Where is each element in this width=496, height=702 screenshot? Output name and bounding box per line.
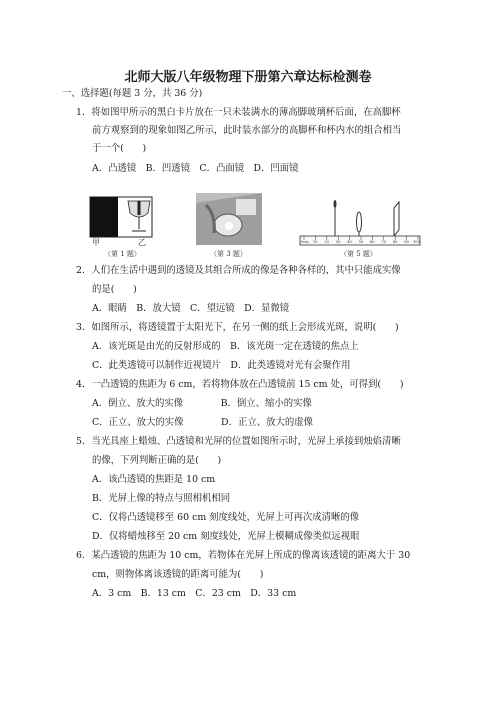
q2-options: A．眼睛 B．放大镜 C．望远镜 D．显微镜 [92,303,290,314]
q4-stem-line-1: 4．一凸透镜的焦距为 6 cm，若将物体放在凸透镜前 15 cm 处，可得到( ) [76,379,404,390]
fig1-label-jia: 甲 [92,238,100,247]
q1-stem-line-1: 1．将如图甲所示的黑白卡片放在一只未装满水的薄高脚玻璃杯后面，在高脚杯 [76,107,401,118]
q6-stem-line-1: 6．某凸透镜的焦距为 10 cm，若物体在光屏上所成的像离该透镜的距离大于 30 [76,550,411,561]
ruler-label: 20 [324,240,329,244]
q2-stem-line-2: 的是( ) [92,284,137,295]
q1-stem-line-3: 于一个( ) [92,143,147,154]
q1-options: A．凸透镜 B．凹透镜 C．凸面镜 D．凹面镜 [92,163,299,174]
q3-option-line-1: A．该光斑是由光的反射形成的 B．该光斑一定在透镜的焦点上 [92,341,359,352]
figure-1 [88,195,158,247]
ruler-label: 50 [358,240,364,244]
q5-stem-line-2: 的像，下列判断正确的是( ) [92,455,222,466]
fig3-caption: （第 3 题） [210,250,247,258]
q3-stem-line-1: 3．如图所示，将透镜置于太阳光下，在另一侧的纸上会形成光斑，说明( ) [76,322,399,333]
ruler-label: 30 [335,240,341,244]
q3-option-line-2: C．此类透镜可以制作近视镜片 D．此类透镜对光有会聚作用 [92,360,351,371]
fig1-label-yi: 乙 [138,238,146,247]
fig5-ruler-labels [300,240,422,246]
q6-stem-line-2: cm，则物体离该透镜的距离可能为( ) [92,569,264,580]
fig1-caption: （第 1 题） [104,250,141,258]
ruler-label: 100 [413,240,420,244]
q1-stem-line-2: 前方观察到的现象如图乙所示，此时装水部分的高脚杯和杯内水的组合相当 [92,125,402,136]
q4-option-line-1: A．倒立、放大的实像 B．倒立、缩小的实像 [92,398,312,409]
q5-option-a: A．该凸透镜的焦距是 10 cm [92,474,216,485]
q5-stem-line-1: 5．当光具座上蜡烛、凸透镜和光屏的位置如图所示时，光屏上承接到烛焰清晰 [76,436,401,447]
q4-option-line-2: C．正立、放大的实像 D．正立、放大的虚像 [92,417,313,428]
q6-options: A．3 cm B．13 cm C．23 cm D．33 cm [92,588,297,599]
ruler-label: 10 [313,240,318,244]
ruler-label: 80 [392,240,398,244]
ruler-label: 60 [370,240,375,244]
q5-option-b: B．光屏上像的特点与照相机相同 [92,493,231,504]
q5-option-d: D．仅将蜡烛移至 20 cm 刻度线处，光屏上模糊成像类似远视眼 [92,531,360,542]
q5-option-c: C．仅将凸透镜移至 60 cm 刻度线处，光屏上可再次成清晰的像 [92,512,360,523]
section-heading: 一、选择题(每题 3 分，共 36 分) [62,88,203,99]
ruler-label: 0cm [301,240,309,244]
fig5-caption: （第 5 题） [340,250,377,258]
ruler-label: 70 [381,240,386,244]
figure-5 [298,196,424,248]
q2-stem-line-1: 2．人们在生活中遇到的透镜及其组合所成的像是各种各样的，其中只能成实像 [76,265,401,276]
ruler-label: 40 [347,240,352,244]
figure-3 [196,193,262,245]
ruler-label: 90 [404,240,409,244]
page-title: 北师大版八年级物理下册第六章达标检测卷 [124,70,372,85]
